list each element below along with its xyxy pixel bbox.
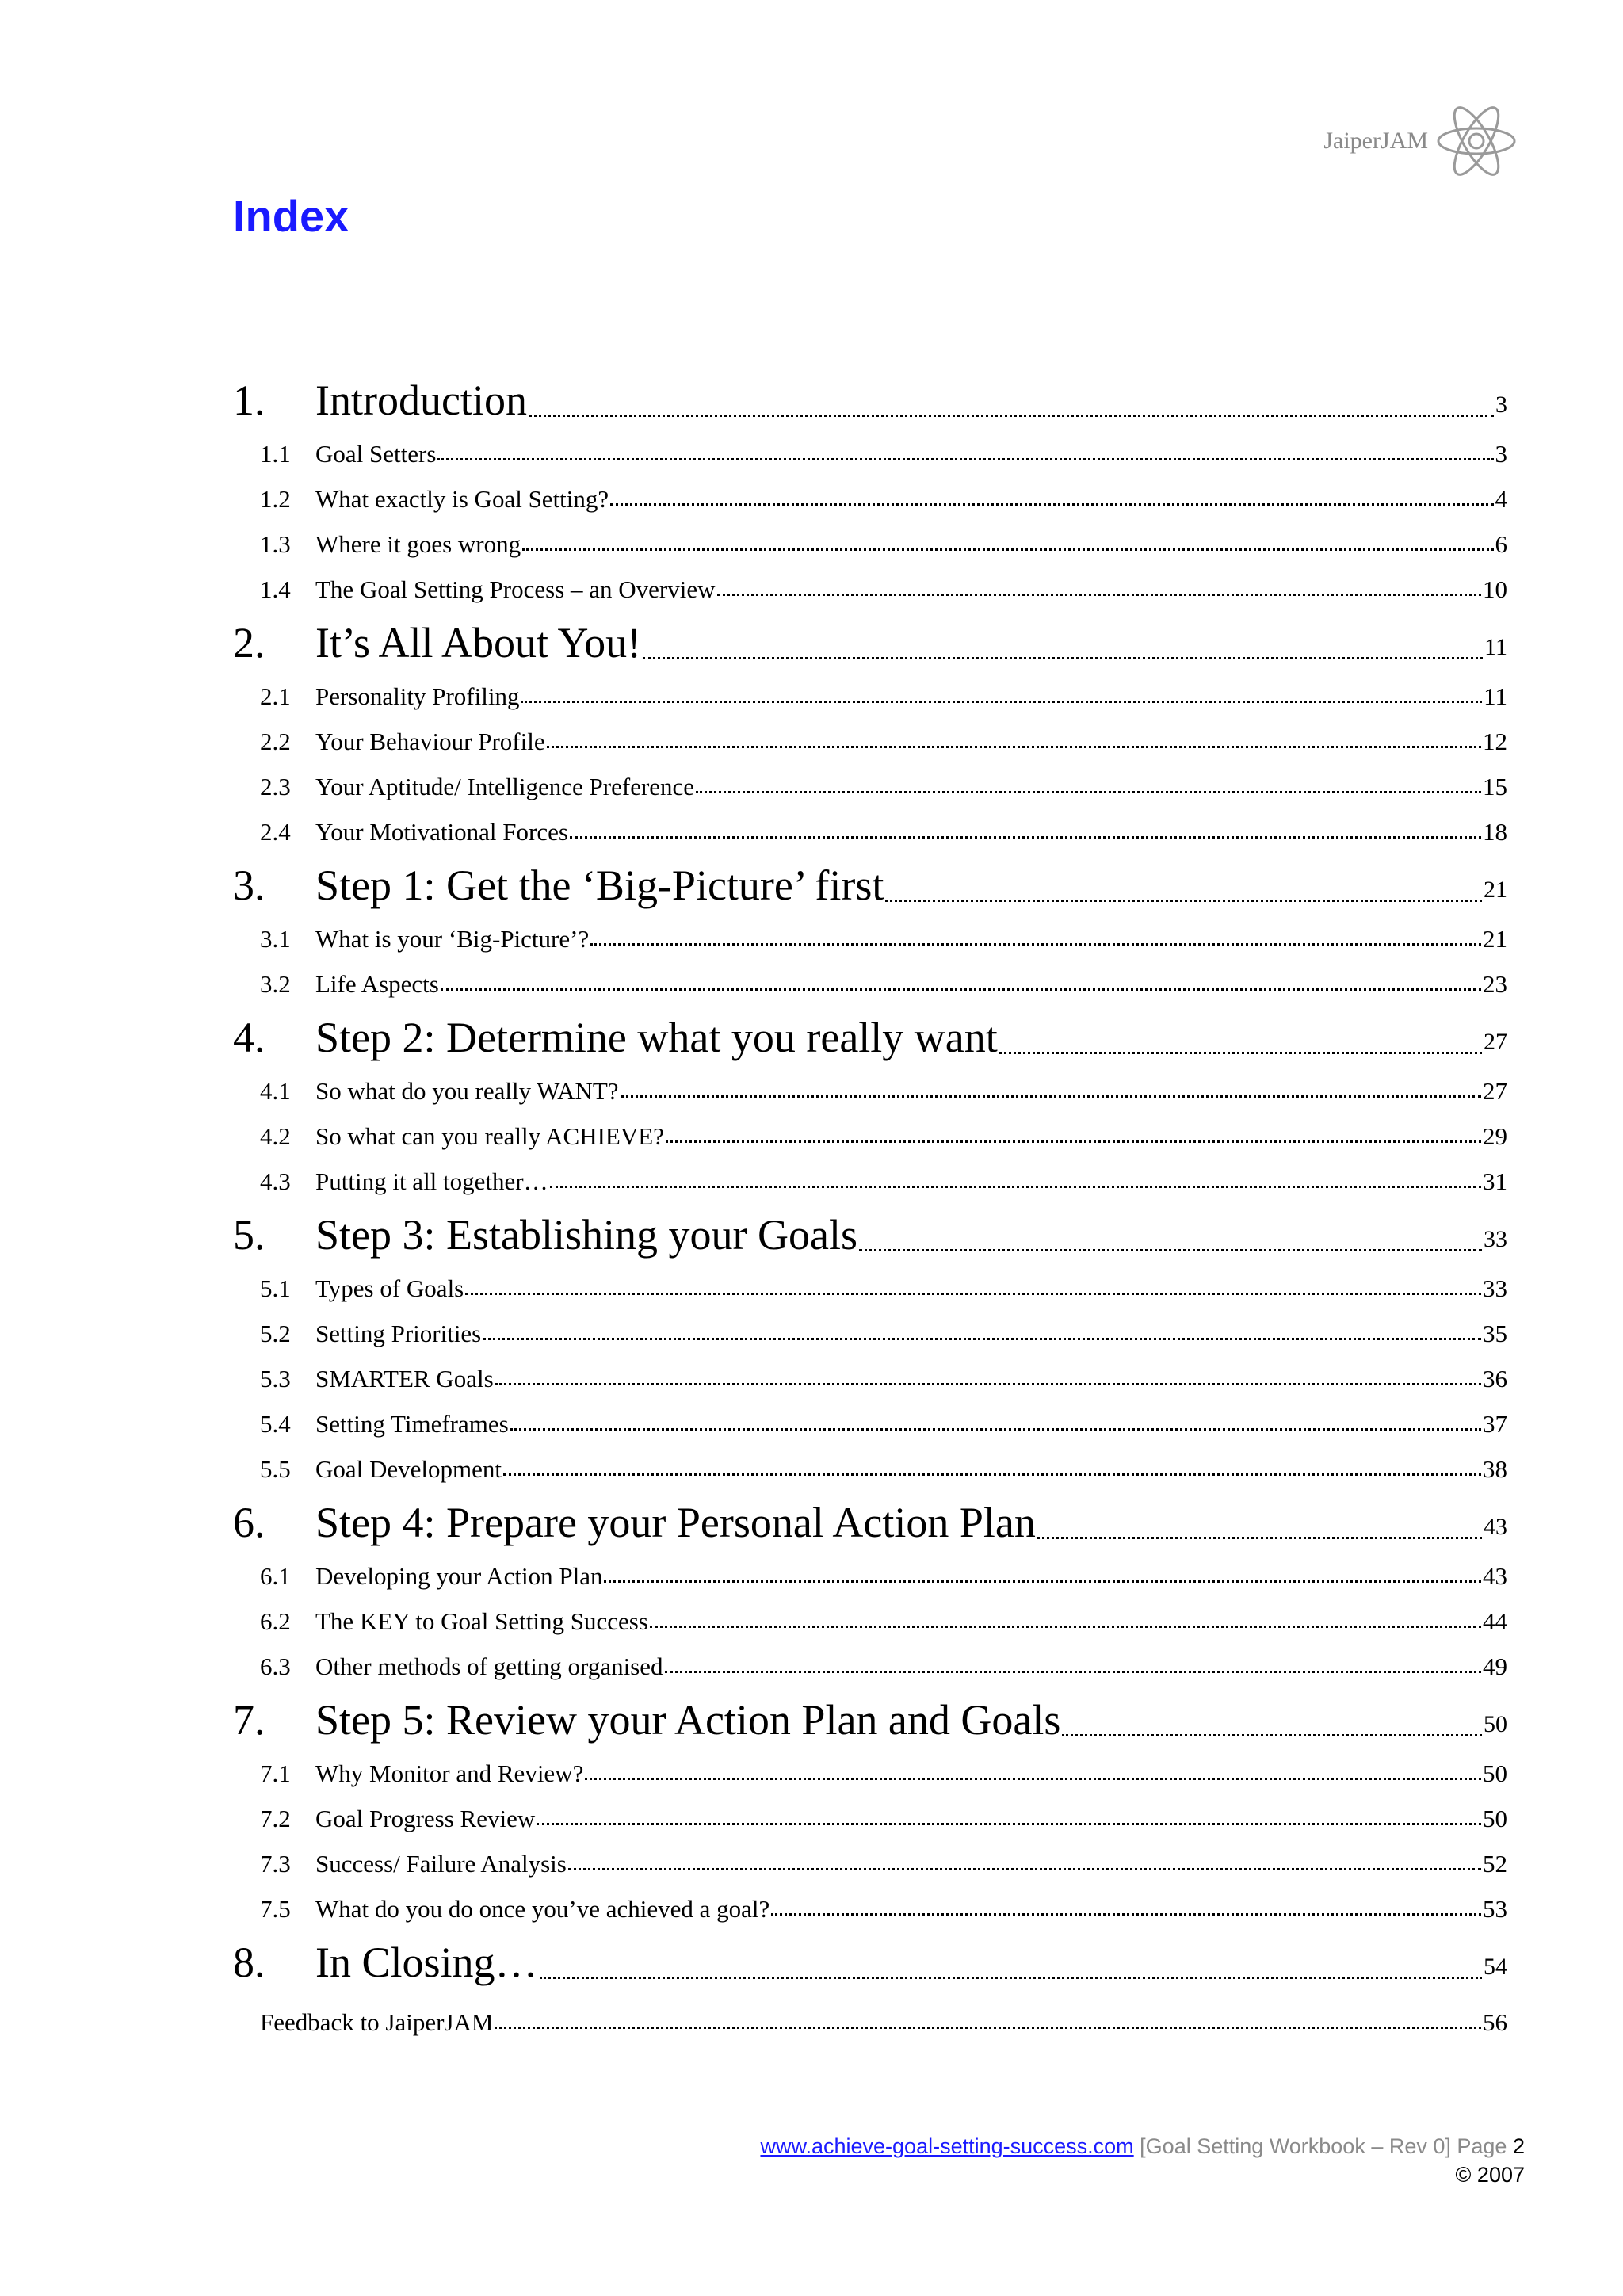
toc-leader: [666, 1140, 1481, 1143]
page-number: 2: [1512, 2134, 1525, 2158]
toc-title: Types of Goals: [315, 1274, 464, 1302]
toc-number: 7.2: [260, 1804, 291, 1832]
toc-number: 5.1: [260, 1274, 291, 1302]
toc-page: 10: [1483, 575, 1507, 603]
toc-number: 7.5: [260, 1894, 291, 1923]
toc-leader: [510, 1428, 1481, 1431]
toc-page: 6: [1495, 529, 1507, 558]
toc-page: 29: [1483, 1121, 1507, 1150]
toc-page: 11: [1484, 634, 1507, 660]
toc-section-6-2[interactable]: [233, 1599, 1507, 1644]
toc-number: 5.: [233, 1211, 265, 1259]
toc-page: 4: [1495, 484, 1507, 513]
atom-logo-icon: [1433, 101, 1520, 181]
toc-number: 6.: [233, 1499, 265, 1546]
toc-number: 2.3: [260, 772, 291, 800]
toc-title: Step 2: Determine what you really want: [315, 1014, 998, 1061]
toc-title: So what can you really ACHIEVE?: [315, 1121, 664, 1150]
website-link[interactable]: www.achieve-goal-setting-success.com: [760, 2134, 1134, 2158]
toc-title: Where it goes wrong: [315, 529, 521, 558]
toc-leader: [590, 943, 1481, 946]
toc-chapter-5[interactable]: [233, 1204, 1507, 1266]
toc-leader: [540, 1977, 1482, 1979]
toc-leader: [771, 1913, 1481, 1916]
toc-title: Your Aptitude/ Intelligence Preference: [315, 772, 695, 800]
toc-title: Setting Priorities: [315, 1319, 482, 1347]
toc-number: 7.1: [260, 1759, 291, 1787]
toc-page: 33: [1483, 1274, 1507, 1302]
toc-leader: [604, 1580, 1481, 1583]
toc-section-2-3[interactable]: [233, 764, 1507, 809]
toc-page: 49: [1483, 1652, 1507, 1680]
toc-section-5-1[interactable]: [233, 1266, 1507, 1311]
toc-page: 43: [1483, 1561, 1507, 1590]
toc-number: 3.2: [260, 969, 291, 998]
toc-leader: [529, 415, 1494, 417]
toc-number: 8.: [233, 1939, 265, 1986]
toc-page: 21: [1484, 877, 1507, 903]
toc-chapter-8[interactable]: [233, 1931, 1507, 1993]
toc-number: 3.: [233, 861, 265, 909]
toc-title: Goal Setters: [315, 439, 437, 468]
toc-chapter-7[interactable]: [233, 1689, 1507, 1751]
toc-leader: [503, 1473, 1481, 1476]
toc-title: What exactly is Goal Setting?: [315, 484, 609, 513]
toc-page: 38: [1483, 1454, 1507, 1483]
toc-number: 4.2: [260, 1121, 291, 1150]
toc-section-5-3[interactable]: [233, 1356, 1507, 1401]
header-brand: [1323, 101, 1520, 181]
toc-number: 6.2: [260, 1606, 291, 1635]
toc-number: 4.1: [260, 1076, 291, 1105]
toc-section-2-4[interactable]: [233, 809, 1507, 854]
toc-title: Introduction: [315, 376, 527, 424]
toc-title: The Goal Setting Process – an Overview: [315, 575, 716, 603]
toc-section-6-3[interactable]: [233, 1644, 1507, 1689]
toc-leader: [570, 836, 1481, 839]
toc-page: 56: [1483, 2008, 1507, 2036]
toc-page: 54: [1484, 1954, 1507, 1980]
toc-section-4-1[interactable]: [233, 1068, 1507, 1114]
toc-page: 3: [1495, 439, 1507, 468]
toc-chapter-1[interactable]: [233, 369, 1507, 431]
toc-leader: [568, 1868, 1481, 1870]
toc-title: Why Monitor and Review?: [315, 1759, 584, 1787]
toc-number: 7.: [233, 1696, 265, 1744]
toc-section-7-1[interactable]: [233, 1751, 1507, 1796]
toc-page: 50: [1484, 1711, 1507, 1737]
toc-page: 11: [1484, 682, 1507, 710]
footer-line: [760, 2132, 1525, 2160]
toc-page: 35: [1483, 1319, 1507, 1347]
toc-section-1-3[interactable]: [233, 521, 1507, 567]
toc-leader: [495, 2027, 1481, 2029]
toc-section-4-3[interactable]: [233, 1159, 1507, 1204]
toc-number: 2.: [233, 619, 265, 667]
toc-number: 7.3: [260, 1849, 291, 1878]
toc-title: What is your ‘Big-Picture’?: [315, 924, 590, 953]
toc-leader: [547, 746, 1481, 748]
toc-leader: [550, 1186, 1481, 1188]
toc-title: Life Aspects: [315, 969, 439, 998]
toc-page: 18: [1483, 817, 1507, 846]
toc-leader: [885, 900, 1482, 902]
toc-number: 5.4: [260, 1409, 291, 1438]
toc-leader: [643, 657, 1483, 659]
page-label: Page: [1457, 2134, 1507, 2158]
toc-number: 5.3: [260, 1364, 291, 1392]
toc-leader: [717, 594, 1482, 596]
toc-title: Putting it all together…: [315, 1167, 548, 1195]
toc-page: 53: [1483, 1894, 1507, 1923]
toc-number: 1.4: [260, 575, 291, 603]
toc-page: 12: [1483, 727, 1507, 755]
toc-section-2-2[interactable]: [233, 719, 1507, 764]
toc-number: 4.3: [260, 1167, 291, 1195]
toc-page: 50: [1483, 1759, 1507, 1787]
toc-chapter-3[interactable]: [233, 854, 1507, 916]
toc-leader: [1062, 1734, 1482, 1736]
toc-leader: [1037, 1537, 1482, 1539]
toc-leader: [521, 701, 1482, 703]
toc-page: 44: [1483, 1606, 1507, 1635]
toc-number: 1.2: [260, 484, 291, 513]
toc-page: 21: [1483, 924, 1507, 953]
toc-section-5-5[interactable]: [233, 1446, 1507, 1492]
toc-number: 2.2: [260, 727, 291, 755]
toc-leader: [610, 503, 1493, 506]
toc-title: Success/ Failure Analysis: [315, 1849, 567, 1878]
toc-page: 27: [1484, 1029, 1507, 1055]
toc-leader: [859, 1249, 1482, 1251]
toc-leader: [483, 1338, 1481, 1340]
toc-leader: [621, 1095, 1481, 1098]
toc-title: Step 4: Prepare your Personal Action Plan: [315, 1499, 1036, 1546]
toc-leader: [537, 1823, 1481, 1825]
toc-section-4-2[interactable]: [233, 1114, 1507, 1159]
toc-page: 27: [1483, 1076, 1507, 1105]
toc-leader: [999, 1052, 1482, 1054]
toc-number: 3.1: [260, 924, 291, 953]
toc-title: SMARTER Goals: [315, 1364, 494, 1392]
toc-page: 31: [1483, 1167, 1507, 1195]
toc-number: 1.1: [260, 439, 291, 468]
toc-title: Step 3: Establishing your Goals: [315, 1211, 857, 1259]
toc-section-1-1[interactable]: [233, 431, 1507, 476]
toc-leader: [665, 1671, 1481, 1673]
toc-title: In Closing…: [315, 1939, 538, 1986]
toc-title: Your Behaviour Profile: [315, 727, 545, 755]
toc-section-6-1[interactable]: [233, 1553, 1507, 1599]
toc-leader: [585, 1778, 1481, 1780]
toc-chapter-4[interactable]: [233, 1007, 1507, 1068]
toc-title: So what do you really WANT?: [315, 1076, 619, 1105]
brand-name: JaiperJAM: [1323, 128, 1428, 154]
toc-chapter-2[interactable]: [233, 612, 1507, 674]
toc-page: 37: [1483, 1409, 1507, 1438]
toc-section-3-1[interactable]: [233, 916, 1507, 961]
toc-title: Personality Profiling: [315, 682, 520, 710]
toc-number: 4.: [233, 1014, 265, 1061]
page-footer: [760, 2132, 1525, 2189]
toc-title: Step 5: Review your Action Plan and Goals: [315, 1696, 1061, 1744]
toc-section-5-2[interactable]: [233, 1311, 1507, 1356]
toc-section-7-2[interactable]: [233, 1796, 1507, 1841]
toc-leader: [650, 1626, 1481, 1628]
toc-page: 15: [1483, 772, 1507, 800]
toc-number: 2.4: [260, 817, 291, 846]
toc-chapter-6[interactable]: [233, 1492, 1507, 1553]
toc-title: It’s All About You!: [315, 619, 642, 667]
toc-number: 2.1: [260, 682, 291, 710]
toc-leader: [441, 988, 1481, 991]
toc-leader: [522, 548, 1493, 551]
toc-section-3-2[interactable]: [233, 961, 1507, 1007]
toc-number: 6.1: [260, 1561, 291, 1590]
toc-number: 1.: [233, 376, 265, 424]
toc-leader: [495, 1383, 1481, 1385]
toc-number: 1.3: [260, 529, 291, 558]
toc-leader: [465, 1293, 1481, 1295]
toc-page: 36: [1483, 1364, 1507, 1392]
toc-title: Feedback to JaiperJAM: [260, 2008, 494, 2036]
toc-page: 50: [1483, 1804, 1507, 1832]
toc-title: What do you do once you’ve achieved a goal?: [315, 1894, 770, 1923]
toc-leader: [437, 458, 1493, 460]
toc-section-1-2[interactable]: [233, 476, 1507, 521]
toc-feedback[interactable]: [233, 2000, 1507, 2045]
toc-title: Your Motivational Forces: [315, 817, 568, 846]
toc-leader: [696, 791, 1481, 793]
toc-section-7-3[interactable]: [233, 1841, 1507, 1886]
toc-section-2-1[interactable]: [233, 674, 1507, 719]
copyright: © 2007: [1455, 2163, 1525, 2187]
toc-title: Goal Progress Review: [315, 1804, 536, 1832]
toc-section-7-5[interactable]: [233, 1886, 1507, 1931]
page-title: Index: [233, 191, 349, 241]
toc-page: 52: [1483, 1849, 1507, 1878]
toc-page: 33: [1484, 1226, 1507, 1252]
toc-title: Step 1: Get the ‘Big-Picture’ first: [315, 861, 884, 909]
toc-page: 43: [1484, 1514, 1507, 1540]
toc-number: 5.2: [260, 1319, 291, 1347]
toc-title: Other methods of getting organised: [315, 1652, 663, 1680]
toc-title: Developing your Action Plan: [315, 1561, 603, 1590]
toc-title: Setting Timeframes: [315, 1409, 509, 1438]
toc-page: 3: [1495, 392, 1507, 418]
toc-section-5-4[interactable]: [233, 1401, 1507, 1446]
toc-title: The KEY to Goal Setting Success: [315, 1606, 648, 1635]
toc-number: 6.3: [260, 1652, 291, 1680]
toc-title: Goal Development: [315, 1454, 502, 1483]
toc-section-1-4[interactable]: [233, 567, 1507, 612]
toc-number: 5.5: [260, 1454, 291, 1483]
document-info: [Goal Setting Workbook – Rev 0]: [1140, 2134, 1451, 2158]
table-of-contents: [233, 369, 1507, 2045]
toc-page: 23: [1483, 969, 1507, 998]
